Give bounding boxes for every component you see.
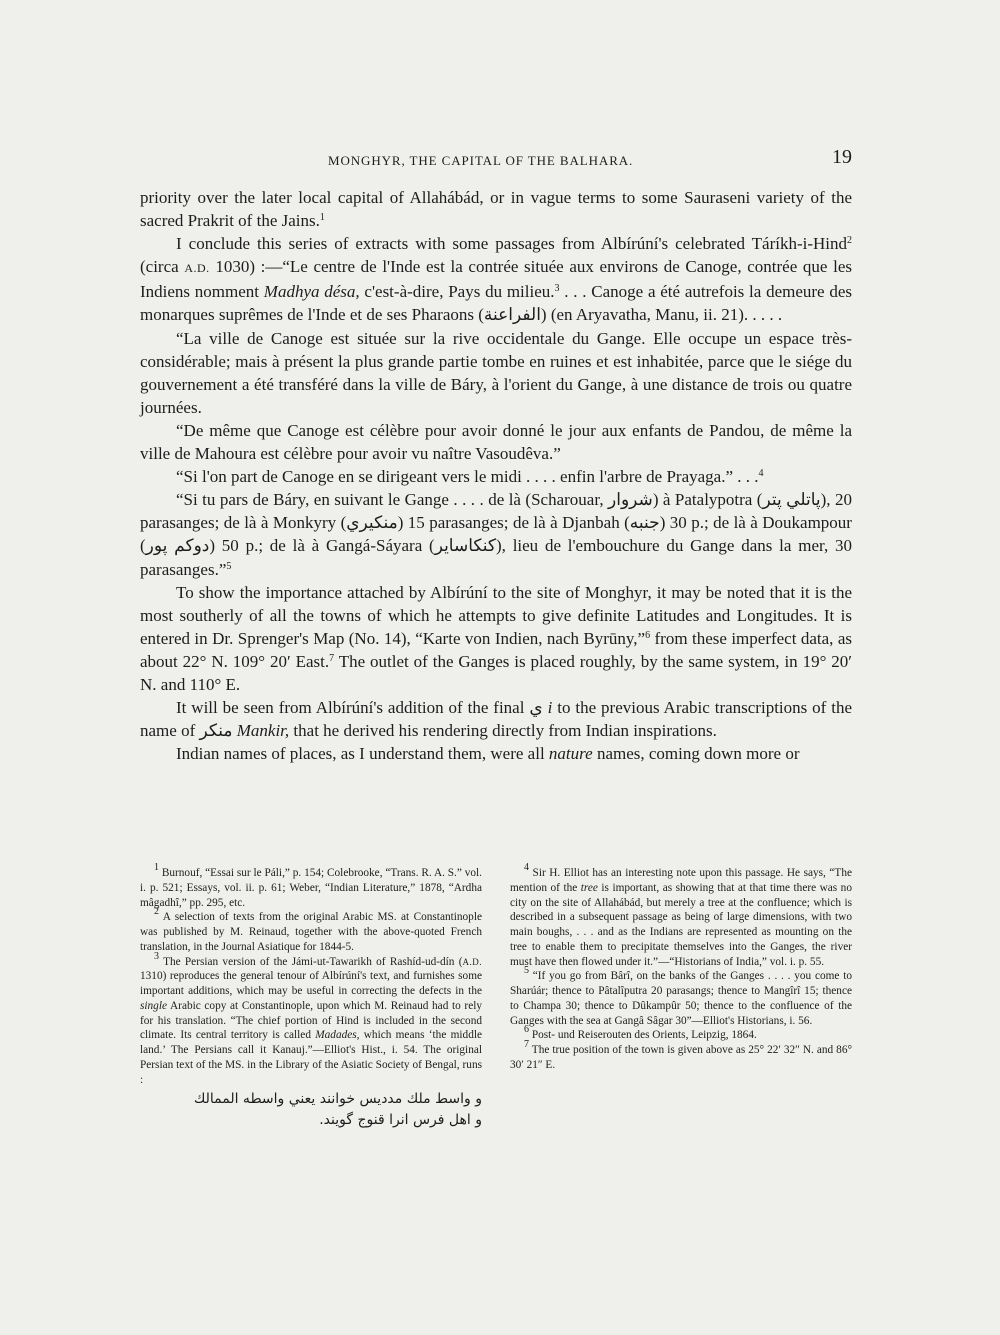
paragraph-9-text-a: Indian names of places, as I understand them, were all xyxy=(176,744,549,764)
footnote-4-text-b: is important, as showing that at that time there was no city on the site of Allahábád, but merely a tree at the confluence; which is described in a subsequent passage as being of large dimensions, with two main boughs, . . . and as the Indians are represented as mounting on the tree to enable them to precipitate themselves into the Ganges, the river must have then flowed under it.”—“Historians of India,” vol. i. p. 55. xyxy=(510,881,852,968)
footnote-3-text-c: Arabic copy at Constantinople, upon which M. Reinaud had to rely for his translation. “The chief portion of Hind is included in the second climate. Its central territory is called xyxy=(140,999,482,1042)
paragraph-9 xyxy=(140,742,852,765)
anno-domini: A.D. xyxy=(184,261,210,276)
footnote-ref-5: 5 xyxy=(226,560,232,572)
paragraph-6 xyxy=(140,488,852,580)
footnote-4-number: 4 xyxy=(524,862,529,873)
footnote-3-text-d: which means ‘the middle land.’ The Persians call it Kanauj.”—Elliot's Hist., i. 54. The original Persian text of the MS. in the Library of the Asiatic Society of Bengal, runs : xyxy=(140,1029,482,1086)
page-number: 19 xyxy=(832,146,852,168)
paragraph-6-text: “Si tu pars de Báry, en suivant le Gange . . . . de là (Scharouar, شروار) à Patalypotra (پاتلي پتر), 20 parasanges; de là à Monkyry (منكيري) 15 parasanges; de là à Djanbah (جنبه) 30 p.; de là à Doukampour (دوكم پور) 50 p.; de là à Gangá-Sáyara (كنكاساير), lieu de l'embouchure du Gange dans la mer, 30 parasanges.” xyxy=(140,490,852,579)
single-term: single xyxy=(140,999,167,1012)
paragraph-7-text-b: from these imperfect data, as about 22° N. 109° 20′ East. xyxy=(140,628,853,671)
paragraph-9-text-b: names, coming down more or xyxy=(592,744,800,764)
footnote-ref-6: 6 xyxy=(645,629,651,641)
paragraph-2 xyxy=(140,232,852,326)
footnotes-right-column xyxy=(510,862,852,1073)
paragraph-2-text-c: 1030) :—“Le centre de l'Inde est la contrée située aux environs de Canoge, contrée que les Indiens nomment xyxy=(140,257,852,302)
paragraph-8-text-b: to the previous Arabic transcriptions of the name of منكر xyxy=(140,698,853,741)
footnote-5 xyxy=(510,965,852,1028)
footnote-2-number: 2 xyxy=(154,906,159,918)
paragraph-2-text-a: I conclude this series of extracts with some passages from Albírúní's celebrated Táríkh-i-Hind xyxy=(176,234,847,254)
footnote-6-text: Post- und Reiserouten des Orients, Leipzig, 1864. xyxy=(529,1029,757,1042)
footnote-2-text: A selection of texts from the original Arabic MS. at Constantinople was published by M. Reinaud, together with the above-quoted French translation, in the Journal Asiatique for 1844-5. xyxy=(140,911,482,953)
footnote-ref-4: 4 xyxy=(758,468,764,480)
footnote-1-text: Burnouf, “Essai sur le Páli,” p. 154; Colebrooke, “Trans. R. A. S.” vol. i. p. 521; Essays, vol. ii. p. 61; Weber, “Indian Literature,” 1878, “Ardha mâgadhî,” pp. 295, etc. xyxy=(140,867,482,909)
paragraph-7 xyxy=(140,581,852,696)
paragraph-8-text-c: that he derived his rendering directly from Indian inspirations. xyxy=(289,721,717,741)
paragraph-7-text-c: The outlet of the Ganges is placed roughly, by the same system, in 19° 20′ N. and 110° E. xyxy=(140,651,852,694)
tree-term: tree xyxy=(580,881,598,894)
footnote-ref-3: 3 xyxy=(554,283,560,295)
persian-text-line-1: و واسط ملك مدديس خوانند يعني واسطه الممالك xyxy=(193,1091,482,1108)
final-i-term: i xyxy=(547,698,553,718)
paragraph-1-text: priority over the later local capital of Allahábád, or in vague terms to some Sauraseni variety of the sacred Prakrit of the Jains. xyxy=(140,188,852,231)
paragraph-4: “De même que Canoge est célèbre pour avoir donné le jour aux enfants de Pandou, de même la ville de Mahoura est célèbre pour avoir vu naître Vasoudêva.” xyxy=(140,420,852,464)
footnote-7-text: The true position of the town is given above as 25° 22′ 32″ N. and 86° 30′ 21″ E. xyxy=(510,1044,852,1071)
paragraph-2-text-d: c'est-à-dire, Pays du milieu. xyxy=(359,282,555,302)
paragraph-5 xyxy=(140,465,852,488)
madades-term: Madades, xyxy=(315,1029,360,1042)
footnote-ref-7: 7 xyxy=(329,652,335,664)
paragraph-3: “La ville de Canoge est située sur la rive occidentale du Gange. Elle occupe un espace très-considérable; mais à présent la plus grande partie tombe en ruines et est inhabitée, parce que le siége du gouvernement a été transféré dans la ville de Báry, à l'orient du Gange, à une distance de trois ou quatre journées. xyxy=(140,328,852,417)
persian-text-line-2: و اهل فرس انرا قنوج گويند. xyxy=(319,1112,482,1129)
mankir-term: Mankir, xyxy=(236,721,290,741)
paragraph-8-text-a: It will be seen from Albírúní's addition of the final ي xyxy=(176,698,548,718)
footnote-5-text: “If you go from Bârî, on the banks of the Ganges . . . . you come to Sharúár; thence to Pâtalîputra 20 parasangs; thence to Mangîrî 15; thence to Champa 30; thence to Dûkampûr 50; thence to the confluence of the Ganges with the sea at Gangâ Sâgar 30”—Elliot's Historians, i. 56. xyxy=(510,970,852,1027)
paragraph-1 xyxy=(140,186,852,232)
paragraph-5-text: “Si l'on part de Canoge en se dirigeant vers le midi . . . . enfin l'arbre de Prayaga.” . . . xyxy=(176,467,759,487)
madhya-desa-term: Madhya désa, xyxy=(263,282,360,302)
footnote-6-number: 6 xyxy=(524,1024,529,1036)
footnote-1-number: 1 xyxy=(154,862,159,873)
footnote-2 xyxy=(140,906,482,954)
paragraph-2-text-b: (circa xyxy=(140,257,185,277)
footnote-5-number: 5 xyxy=(524,965,529,977)
footnote-3-anno-domini: A.D. xyxy=(462,956,482,967)
paragraph-7-text-a: To show the importance attached by Albírúní to the site of Monghyr, it may be noted that it is the most southerly of all the towns of which he attempts to give definite Latitudes and Longitudes. It is entered in Dr. Sprenger's Map (No. 14), “Karte von Indien, nach Byrūny,” xyxy=(140,582,852,648)
page-header xyxy=(140,146,852,174)
paragraph-2-text-e: . . . Canoge a été autrefois la demeure des monarques suprêmes de l'Inde et de ses Pharaons (الفراعنة) (en Aryavatha, Manu, ii. 21). . . . . xyxy=(140,282,853,325)
footnotes xyxy=(140,862,852,1156)
footnote-3-number: 3 xyxy=(154,950,159,962)
footnote-3-text-b: 1310) reproduces the general tenour of Albírúní's text, and furnishes some important additions, which may be useful in correcting the defects in the xyxy=(140,970,482,997)
footnote-ref-2: 2 xyxy=(847,235,852,247)
nature-term: nature xyxy=(548,744,593,764)
footnote-4-text-a: Sir H. Elliot has an interesting note upon this passage. He says, “The mention of the xyxy=(510,867,852,894)
paragraph-8 xyxy=(140,696,852,742)
footnote-7 xyxy=(510,1039,852,1073)
footnote-1 xyxy=(140,862,482,910)
running-head: MONGHYR, THE CAPITAL OF THE BALHARA. xyxy=(328,153,634,168)
main-text xyxy=(140,186,852,765)
footnote-4 xyxy=(510,862,852,969)
footnote-ref-1: 1 xyxy=(319,212,325,224)
footnote-3 xyxy=(140,950,482,1088)
footnote-6 xyxy=(510,1024,852,1043)
footnotes-left-column xyxy=(140,862,482,1131)
footnote-3-text-a: The Persian version of the Jámi-ut-Tawarikh of Rashíd-ud-dín ( xyxy=(159,955,463,968)
footnote-7-number: 7 xyxy=(524,1039,529,1050)
